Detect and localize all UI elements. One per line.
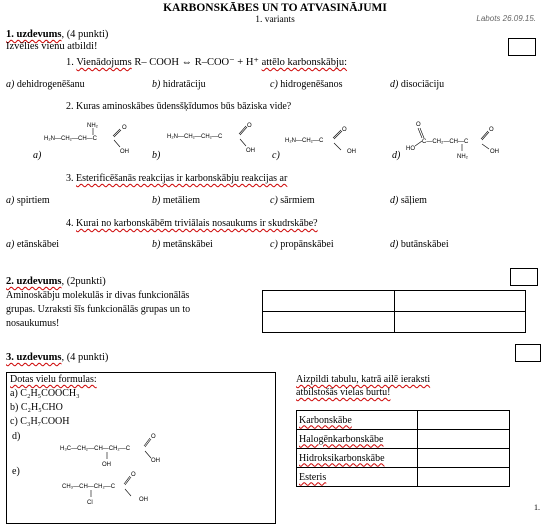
structure-a-nh2: NH₂ xyxy=(87,123,98,129)
structure-d-nh2: NH₂ xyxy=(457,154,468,160)
task1-heading: 1. uzdevums, (4 punkti) xyxy=(6,29,109,40)
task2-heading: 2. uzdevums, (2punkti) xyxy=(6,276,106,287)
task3-row-label: Esteris xyxy=(297,468,418,487)
q3-option-b[interactable]: b) metāliem xyxy=(152,195,201,206)
task3-heading: 3. uzdevums, (4 punkti) xyxy=(6,352,109,363)
score-box-task3[interactable] xyxy=(515,344,541,362)
structure-d-chain: C—CH₂—CH—C xyxy=(422,139,469,145)
formulas-title: Dotas vielu formulas: xyxy=(10,374,97,385)
task3-answer-cell[interactable] xyxy=(418,468,510,487)
q1-option-d[interactable]: d) disociāciju xyxy=(390,79,445,90)
task2-line-2: grupas. Uzraksti šīs funkcionālās grupas un to xyxy=(6,304,191,315)
structure-c xyxy=(283,120,373,156)
structure-c-oh: OH xyxy=(347,149,356,155)
structure-b-chain: H₂N—CH₂—CH₂—C xyxy=(167,134,223,140)
q3-text: 3. Esterificēšanās reakcijas ir karbonskābju reakcijas ar xyxy=(66,173,288,184)
task3-row-label: Karbonskābe xyxy=(297,411,418,430)
q1-option-b[interactable]: b) hidratāciju xyxy=(152,79,206,90)
formula-b: b) C₂H₅CHO xyxy=(10,402,63,413)
structure-c-o: O xyxy=(342,127,347,133)
structure-task3-e-cl: Cl xyxy=(87,500,93,506)
structure-a-oh: OH xyxy=(120,149,129,155)
structure-task3-d-oh: OH xyxy=(151,458,160,464)
structure-task3-e-o: O xyxy=(131,472,136,478)
q3-option-d[interactable]: d) sāļiem xyxy=(390,195,427,206)
task2-cell[interactable] xyxy=(394,312,526,333)
q3-option-c[interactable]: c) sārmiem xyxy=(270,195,315,206)
structure-task3-d-o: O xyxy=(151,434,156,440)
task2-line-3: nosaukumus! xyxy=(6,318,60,329)
structure-b-o: O xyxy=(247,123,252,129)
structure-a xyxy=(40,118,140,158)
formula-a: a) C₂H₅COOCH₃ xyxy=(10,388,80,399)
structure-task3-e-chain: CH₃—CH—CH₂—C xyxy=(62,484,116,490)
q1-option-c[interactable]: c) hidrogenēšanos xyxy=(270,79,343,90)
task1-instruction: Izvēlies vienu atbildi! xyxy=(6,41,98,52)
formula-d-letter: d) xyxy=(12,431,21,442)
q4-option-a[interactable]: a) etānskābei xyxy=(6,239,60,250)
q3-option-a[interactable]: a) spirtiem xyxy=(6,195,50,206)
task3-instruction-1: Aizpildi tabulu, katrā ailē ieraksti xyxy=(296,374,431,385)
structure-d-ho: HO xyxy=(406,146,415,152)
q2-option-d[interactable]: d) xyxy=(392,150,401,161)
structure-d-o1: O xyxy=(416,122,421,128)
score-box-task1[interactable] xyxy=(508,38,536,56)
task2-cell[interactable] xyxy=(263,291,395,312)
structure-task3-e xyxy=(62,466,172,510)
structure-d-o2: O xyxy=(489,127,494,133)
q1-text: 1. Vienādojums R– COOH ⇔ R–COO⁻ + H⁺ attēlo karbonskābju: xyxy=(66,57,348,68)
structure-task3-d-oh-side: OH xyxy=(102,462,111,468)
variant-label: 1. variants xyxy=(255,15,295,25)
task2-cell[interactable] xyxy=(394,291,526,312)
task3-answer-table xyxy=(296,410,510,487)
score-box-task2[interactable] xyxy=(510,268,538,286)
structure-b xyxy=(165,120,265,156)
structure-d-oh: OH xyxy=(490,149,499,155)
q2-text: 2. Kuras aminoskābes ūdensšķīdumos būs bāziska vide? xyxy=(66,101,292,112)
structure-task3-d-chain: H₃C—CH₂—CH—CH₂—C xyxy=(60,446,131,452)
structure-c-chain: H₂N—CH₂—C xyxy=(285,138,324,144)
page-number: 1. xyxy=(534,503,540,512)
task3-instruction-2: atbilstošās vielas burtu! xyxy=(296,387,391,398)
formula-c: c) C₃H₇COOH xyxy=(10,416,70,427)
q1-option-a[interactable]: a) dehidrogenēšanu xyxy=(6,79,85,90)
structure-task3-d xyxy=(60,428,180,468)
task3-answer-cell[interactable] xyxy=(418,449,510,468)
page-title: KARBONSKĀBES UN TO ATVASINĀJUMI xyxy=(163,2,387,14)
structure-d xyxy=(404,116,524,162)
q2-option-c[interactable]: c) xyxy=(272,150,280,161)
task3-answer-cell[interactable] xyxy=(418,430,510,449)
structure-a-o: O xyxy=(122,125,127,131)
q2-option-a[interactable]: a) xyxy=(33,150,42,161)
structure-task3-e-oh: OH xyxy=(139,497,148,503)
q4-option-d[interactable]: d) butānskābei xyxy=(390,239,449,250)
revision-note: Labots 26.09.15. xyxy=(476,14,536,23)
task3-row-label: Halogēnkarbonskābe xyxy=(297,430,418,449)
formula-e-letter: e) xyxy=(12,466,20,477)
task2-answer-table xyxy=(262,290,526,333)
structure-b-oh: OH xyxy=(246,148,255,154)
task3-answer-cell[interactable] xyxy=(418,411,510,430)
q4-text: 4. Kurai no karbonskābēm triviālais nosaukums ir skudrskābe? xyxy=(66,218,318,229)
q4-option-b[interactable]: b) metānskābei xyxy=(152,239,213,250)
task2-line-1: Aminoskābju molekulās ir divas funkcionālās xyxy=(6,290,190,301)
task3-row-label: Hidroksikarbonskābe xyxy=(297,449,418,468)
task2-cell[interactable] xyxy=(263,312,395,333)
q2-option-b[interactable]: b) xyxy=(152,150,161,161)
q4-option-c[interactable]: c) propānskābei xyxy=(270,239,334,250)
structure-a-chain: H₂N—CH₂—CH—C xyxy=(44,136,97,142)
